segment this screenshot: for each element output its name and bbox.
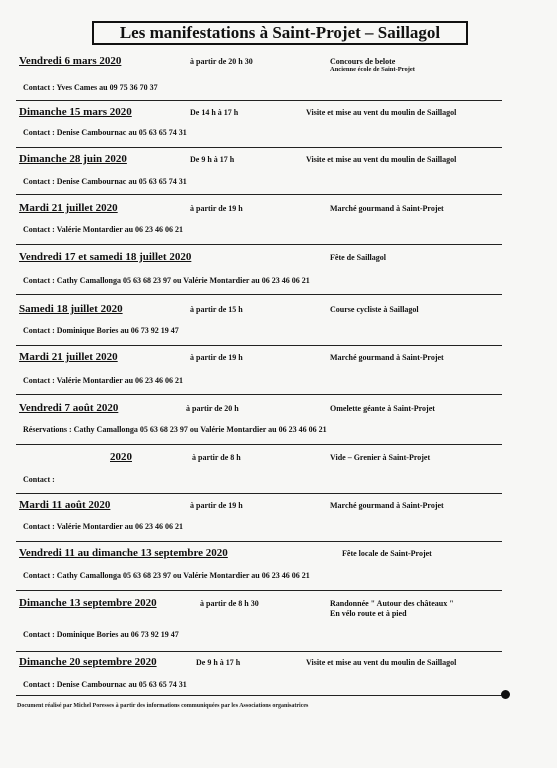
event-date: Samedi 18 juillet 2020 bbox=[19, 303, 123, 315]
page-title: Les manifestations à Saint-Projet – Saillagol bbox=[92, 21, 468, 45]
divider bbox=[16, 345, 502, 346]
event-contact: Contact : Cathy Camallonga 05 63 68 23 97 ou Valérie Montardier au 06 23 46 06 21 bbox=[23, 276, 310, 285]
event-title: Visite et mise au vent du moulin de Saillagol bbox=[306, 155, 457, 164]
event-contact: Contact : Valérie Montardier au 06 23 46 06 21 bbox=[23, 376, 184, 385]
event-date: Dimanche 20 septembre 2020 bbox=[19, 656, 157, 668]
divider bbox=[16, 493, 502, 494]
event-date: Mardi 21 juillet 2020 bbox=[19, 202, 118, 214]
event-time: à partir de 19 h bbox=[190, 353, 243, 362]
event-contact: Contact : Denise Cambournac au 05 63 65 74 31 bbox=[23, 177, 187, 186]
divider bbox=[16, 244, 502, 245]
event-time: à partir de 8 h 30 bbox=[200, 599, 259, 608]
divider bbox=[16, 651, 502, 652]
event-date: 2020 bbox=[110, 451, 132, 463]
event-time: à partir de 15 h bbox=[190, 305, 243, 314]
event-date: Vendredi 7 août 2020 bbox=[19, 402, 119, 414]
event-title: Fête locale de Saint-Projet bbox=[342, 549, 432, 558]
divider bbox=[16, 147, 502, 148]
event-title: Visite et mise au vent du moulin de Saillagol bbox=[306, 108, 457, 117]
event-date: Vendredi 11 au dimanche 13 septembre 2020 bbox=[19, 547, 228, 559]
event-time: à partir de 20 h bbox=[186, 404, 239, 413]
event-title: Vide – Grenier à Saint-Projet bbox=[330, 453, 431, 462]
event-date: Dimanche 15 mars 2020 bbox=[19, 106, 132, 118]
event-time: à partir de 8 h bbox=[192, 453, 241, 462]
event-contact: Contact : Dominique Bories au 06 73 92 19 47 bbox=[23, 326, 179, 335]
event-contact: Contact : Cathy Camallonga 05 63 68 23 97 ou Valérie Montardier au 06 23 46 06 21 bbox=[23, 571, 310, 580]
event-contact: Contact : Denise Cambournac au 05 63 65 74 31 bbox=[23, 680, 187, 689]
event-contact: Contact : Dominique Bories au 06 73 92 19 47 bbox=[23, 630, 179, 639]
event-date: Mardi 21 juillet 2020 bbox=[19, 351, 118, 363]
event-contact: Contact : Yves Cames au 09 75 36 70 37 bbox=[23, 83, 158, 92]
bullet-dot bbox=[501, 690, 510, 699]
divider bbox=[16, 194, 502, 195]
event-contact: Contact : bbox=[23, 475, 55, 484]
event-time: à partir de 20 h 30 bbox=[190, 57, 253, 66]
event-subtitle: Ancienne école de Saint-Projet bbox=[330, 66, 415, 73]
event-title: Omelette géante à Saint-Projet bbox=[330, 404, 435, 413]
event-title: Visite et mise au vent du moulin de Saillagol bbox=[306, 658, 457, 667]
divider bbox=[16, 394, 502, 395]
event-contact: Contact : Valérie Montardier au 06 23 46 06 21 bbox=[23, 225, 184, 234]
divider bbox=[16, 444, 502, 445]
event-title: Randonnée " Autour des châteaux " bbox=[330, 599, 454, 608]
end-divider bbox=[16, 695, 502, 696]
divider bbox=[16, 100, 502, 101]
event-title: Marché gourmand à Saint-Projet bbox=[330, 353, 444, 362]
event-time: De 9 h à 17 h bbox=[196, 658, 241, 667]
event-contact: Réservations : Cathy Camallonga 05 63 68 23 97 ou Valérie Montardier au 06 23 46 06 21 bbox=[23, 425, 327, 434]
event-time: à partir de 19 h bbox=[190, 501, 243, 510]
event-date: Vendredi 17 et samedi 18 juillet 2020 bbox=[19, 251, 192, 263]
event-time: De 14 h à 17 h bbox=[190, 108, 239, 117]
event-date: Dimanche 28 juin 2020 bbox=[19, 153, 127, 165]
event-time: à partir de 19 h bbox=[190, 204, 243, 213]
event-date: Vendredi 6 mars 2020 bbox=[19, 55, 122, 67]
event-title: Marché gourmand à Saint-Projet bbox=[330, 501, 444, 510]
event-title: Fête de Saillagol bbox=[330, 253, 386, 262]
divider bbox=[16, 541, 502, 542]
event-date: Dimanche 13 septembre 2020 bbox=[19, 597, 157, 609]
event-contact: Contact : Valérie Montardier au 06 23 46 06 21 bbox=[23, 522, 184, 531]
event-title: Concours de belote bbox=[330, 57, 396, 66]
event-date: Mardi 11 août 2020 bbox=[19, 499, 111, 511]
divider bbox=[16, 590, 502, 591]
footer-note: Document réalisé par Michel Poresses à partir des informations communiquées par les Associations organisatrices bbox=[17, 703, 309, 709]
event-title: Marché gourmand à Saint-Projet bbox=[330, 204, 444, 213]
event-subtitle: En vélo route et à pied bbox=[330, 609, 407, 618]
event-contact: Contact : Denise Cambournac au 05 63 65 74 31 bbox=[23, 128, 187, 137]
event-title: Course cycliste à Saillagol bbox=[330, 305, 419, 314]
divider bbox=[16, 294, 502, 295]
event-time: De 9 h à 17 h bbox=[190, 155, 235, 164]
